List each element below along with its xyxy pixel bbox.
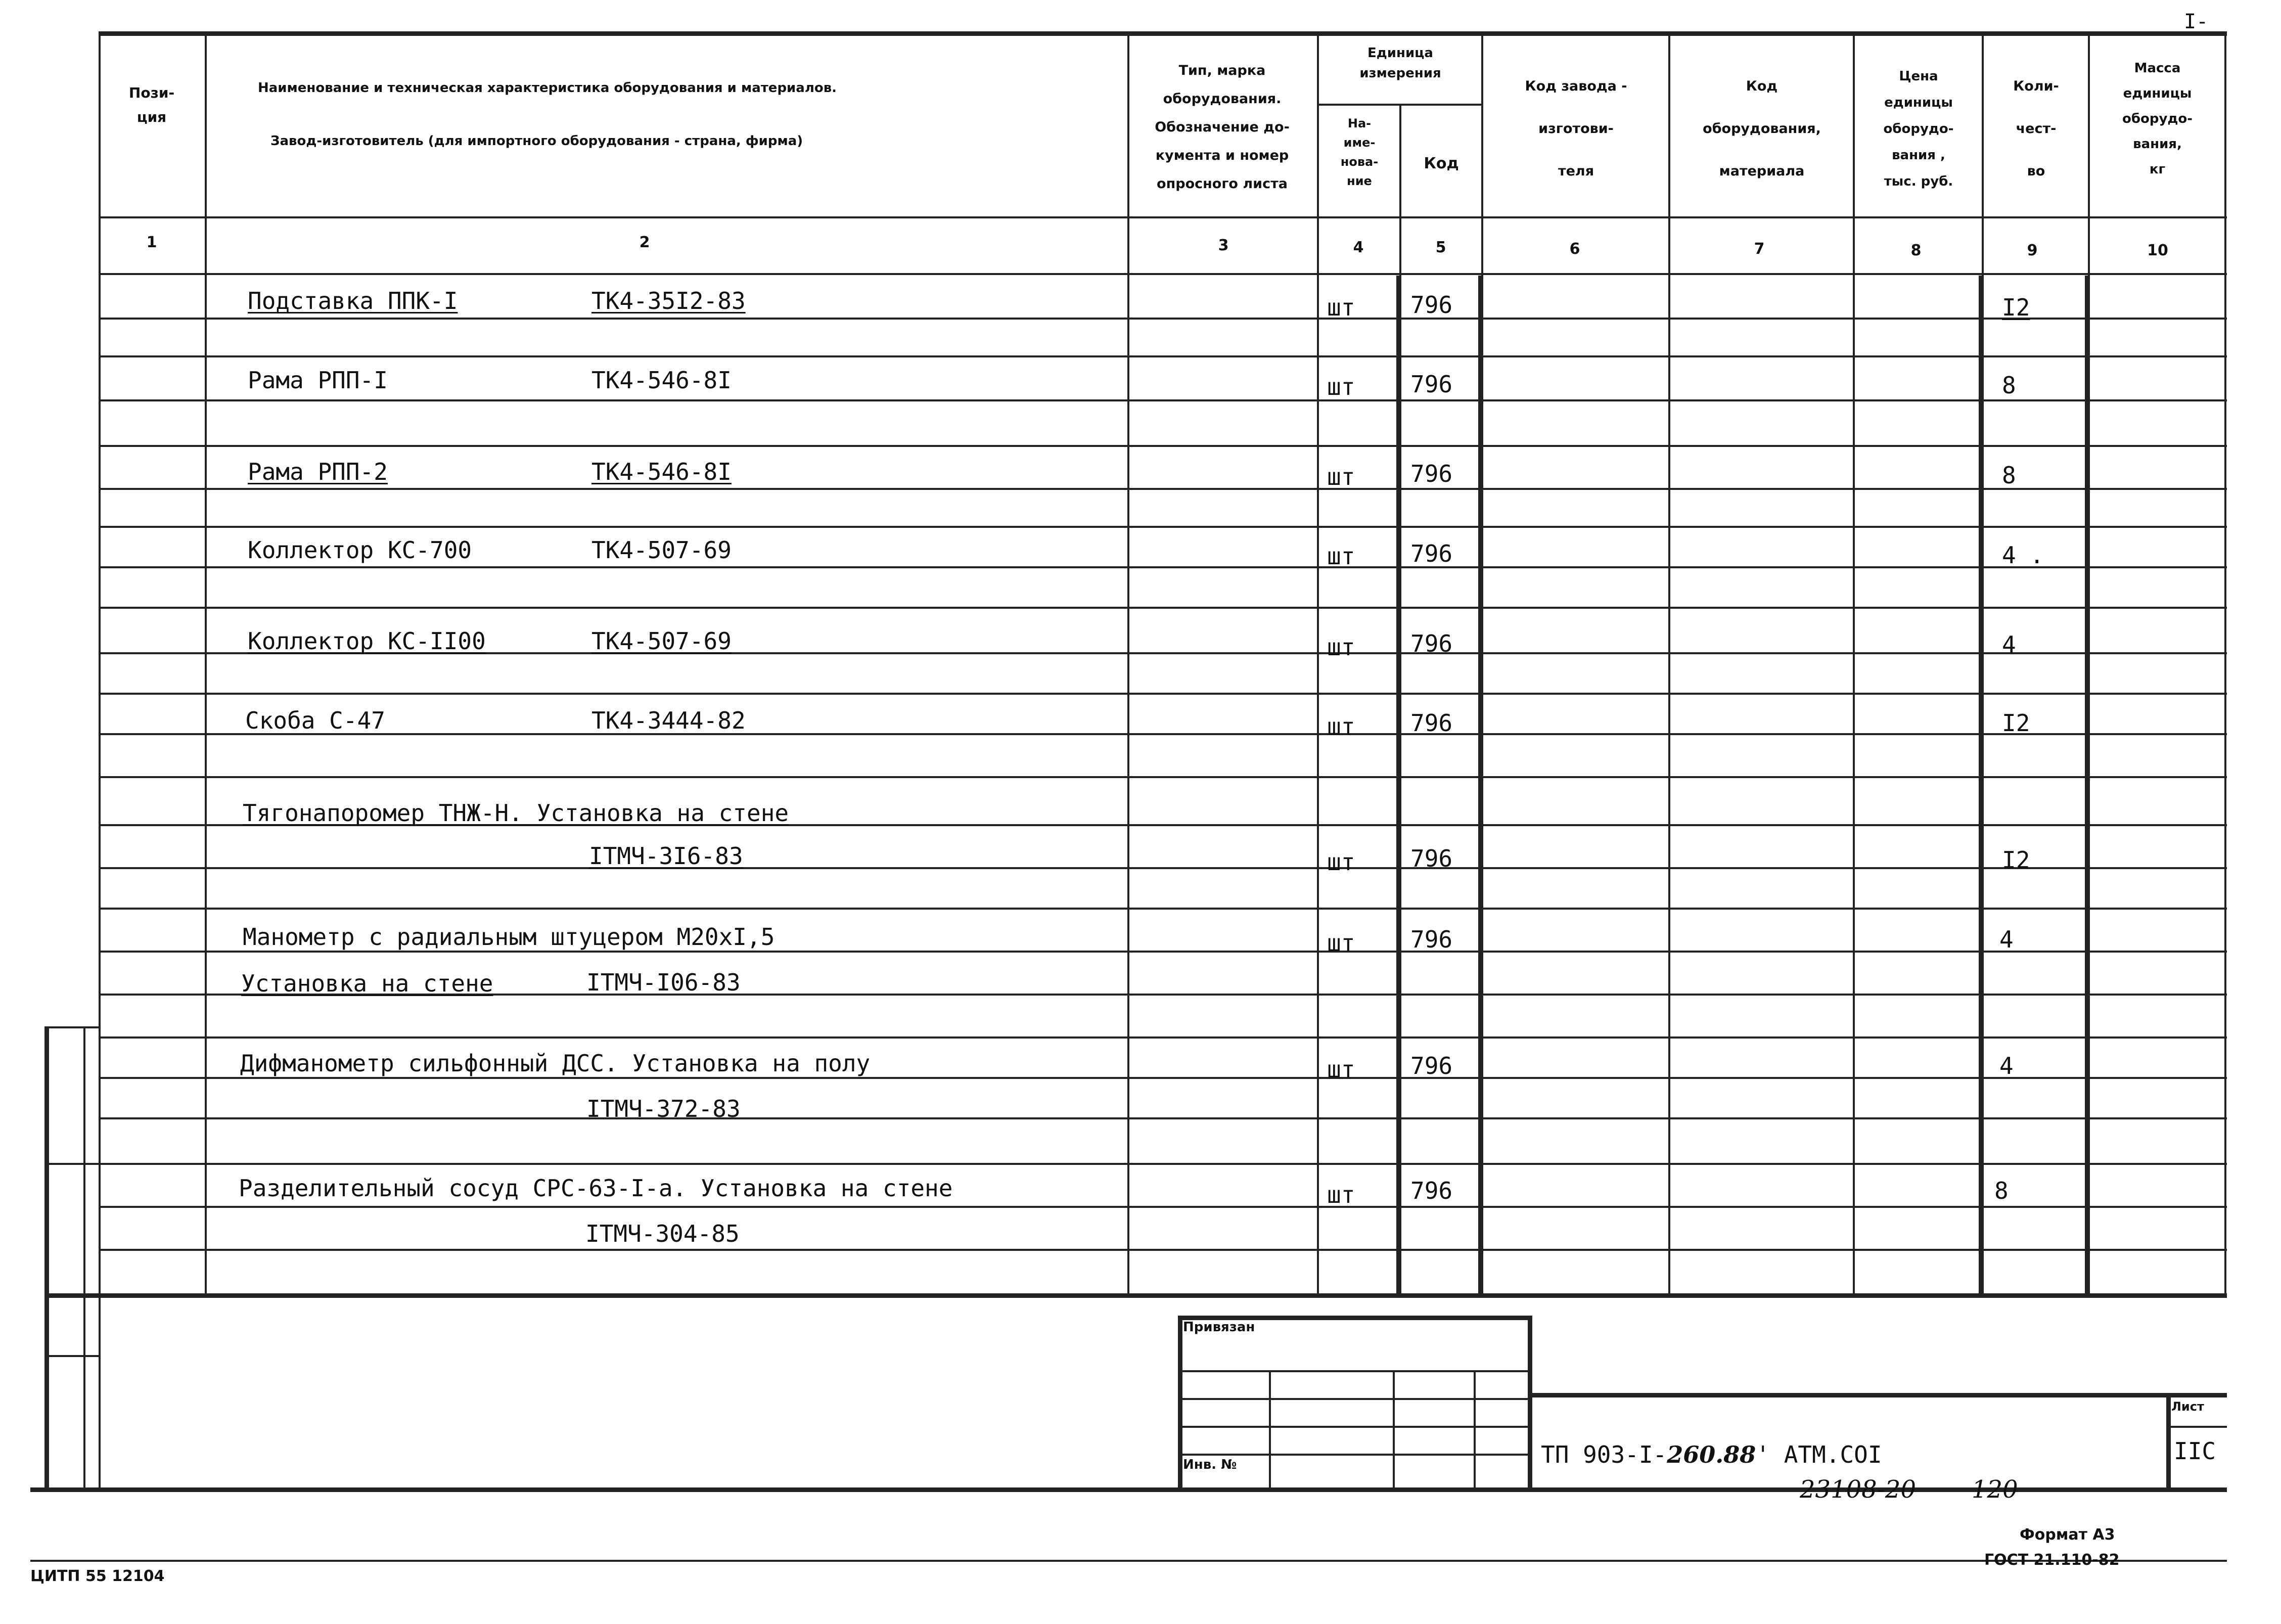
row-line bbox=[99, 867, 2227, 869]
row-line bbox=[99, 1163, 2227, 1165]
stamp-line bbox=[1474, 1370, 1476, 1487]
row-6-name: Скоба С-47 bbox=[245, 707, 385, 734]
row-line bbox=[99, 399, 2227, 401]
row-7-doc: IТМЧ-3I6-83 bbox=[589, 842, 743, 870]
row-6-qty: I2 bbox=[2002, 709, 2030, 737]
row-line bbox=[99, 1249, 2227, 1251]
row-1-qty: I2 bbox=[2002, 294, 2030, 321]
col-number: 5 bbox=[1435, 239, 1446, 256]
strip-line bbox=[83, 1026, 85, 1492]
doc-code-suffix: ' АТМ.СОI bbox=[1756, 1441, 1882, 1468]
row-4-code: 796 bbox=[1410, 540, 1453, 567]
row-line bbox=[99, 1117, 2227, 1119]
col-line bbox=[1668, 31, 1670, 1293]
col-number: 4 bbox=[1353, 239, 1364, 256]
strip-line bbox=[44, 1026, 100, 1028]
row-10-name: Разделительный сосуд СРС-63-I-а. Установка на стене bbox=[239, 1175, 953, 1202]
row-line bbox=[99, 445, 2227, 447]
header-name-line2: Завод-изготовитель (для импортного оборудования - страна, фирма) bbox=[270, 133, 803, 149]
stamp-line bbox=[2166, 1393, 2171, 1487]
header-equipment-code: Код оборудования, материала bbox=[1703, 78, 1821, 179]
stamp-line bbox=[1269, 1370, 1271, 1487]
row-line bbox=[99, 1206, 2227, 1208]
col-number: 3 bbox=[1218, 237, 1229, 254]
row-10-unit: шт bbox=[1327, 1181, 1355, 1208]
colnum-bottom-line bbox=[99, 273, 2227, 275]
row-8-name: Манометр с радиальным штуцером М20хI,5 bbox=[243, 923, 775, 951]
strip-line bbox=[44, 1026, 49, 1492]
row-2-qty: 8 bbox=[2002, 372, 2016, 399]
doc-code-hand: 260.88 bbox=[1667, 1441, 1756, 1468]
stamp-line bbox=[1528, 1393, 2227, 1397]
header-mass: Масса единицы оборудо- вания, кг bbox=[2122, 61, 2193, 177]
row-2-name: Рама РПП-I bbox=[248, 367, 388, 394]
footer-gost: ГОСТ 21.110-82 bbox=[1984, 1551, 2120, 1569]
row-9-doc: IТМЧ-372-83 bbox=[586, 1095, 741, 1122]
row-6-doc: ТК4-3444-82 bbox=[591, 707, 746, 734]
corner-mark: I- bbox=[2184, 10, 2209, 33]
header-price: Цена единицы оборудо- вания , тыс. руб. bbox=[1883, 69, 1954, 189]
stamp-line bbox=[1528, 1316, 1532, 1487]
row-4-doc: ТК4-507-69 bbox=[591, 536, 732, 564]
row-9-unit: шт bbox=[1327, 1056, 1355, 1083]
stamp-line bbox=[1178, 1370, 1532, 1372]
doc-code bbox=[1541, 1442, 1882, 1467]
doc-code-prefix: ТП 903-I- bbox=[1541, 1441, 1667, 1468]
row-4-qty: 4 . bbox=[2002, 542, 2044, 569]
row-1-unit: шт bbox=[1327, 294, 1355, 321]
row-3-name: Рама РПП-2 bbox=[248, 458, 388, 485]
row-10-doc: IТМЧ-304-85 bbox=[585, 1220, 740, 1247]
row-5-doc: ТК4-507-69 bbox=[591, 627, 732, 655]
col-number: 6 bbox=[1569, 240, 1580, 258]
row-2-unit: шт bbox=[1327, 373, 1355, 400]
header-unit-code: Код bbox=[1424, 155, 1459, 172]
row-6-code: 796 bbox=[1410, 709, 1453, 737]
col-number: 2 bbox=[639, 234, 650, 251]
row-9-name: Дифманометр сильфонный ДСС. Установка на полу bbox=[240, 1050, 871, 1077]
row-7-name: Тягонапоромер ТНЖ-Н. Установка на стене bbox=[243, 799, 789, 827]
col-line bbox=[99, 31, 101, 1487]
row-line bbox=[99, 488, 2227, 490]
col-number: 8 bbox=[1910, 242, 1922, 259]
row-1-doc: ТК4-35I2-83 bbox=[591, 287, 746, 314]
header-type: Тип, марка оборудования. Обозначение до- кумента и номер опросного листа bbox=[1155, 63, 1290, 192]
strip-line bbox=[44, 1163, 100, 1165]
header-unit-name: На- име- нова- ние bbox=[1340, 116, 1379, 188]
row-6-unit: шт bbox=[1327, 713, 1355, 740]
row-3-unit: шт bbox=[1327, 463, 1355, 490]
row-line bbox=[99, 566, 2227, 568]
row-7-qty: I2 bbox=[2002, 846, 2030, 874]
code-frame-right bbox=[1478, 276, 1483, 1293]
strip-line bbox=[44, 1355, 100, 1357]
stamp-line bbox=[2166, 1426, 2227, 1428]
row-line bbox=[99, 733, 2227, 735]
header-quantity: Коли- чест- во bbox=[2013, 78, 2059, 179]
stamp-line bbox=[1178, 1398, 1532, 1400]
col-number: 1 bbox=[146, 234, 157, 251]
row-5-unit: шт bbox=[1327, 634, 1355, 661]
col-line bbox=[205, 31, 207, 1293]
stamp-line bbox=[1393, 1370, 1395, 1487]
header-bottom-line bbox=[99, 216, 2227, 218]
stamp-inv-no: Инв. № bbox=[1183, 1457, 1237, 1472]
row-8-doc: IТМЧ-I06-83 bbox=[586, 969, 741, 996]
row-2-code: 796 bbox=[1410, 371, 1453, 398]
stamp-line bbox=[1178, 1454, 1532, 1456]
footer-left-code: ЦИТП 55 12104 bbox=[30, 1567, 165, 1585]
row-line bbox=[99, 776, 2227, 778]
row-5-code: 796 bbox=[1410, 630, 1453, 657]
table-top-border bbox=[99, 31, 2227, 36]
footer-format: Формат А3 bbox=[2020, 1526, 2115, 1544]
row-8-qty: 4 bbox=[1999, 926, 2014, 953]
row-line bbox=[99, 1077, 2227, 1079]
header-name-line1: Наименование и техническая характеристика оборудования и материалов. bbox=[258, 80, 837, 96]
hand-number: 23108-20 bbox=[1800, 1475, 1916, 1504]
header-position: Пози- ция bbox=[128, 84, 175, 125]
qty-frame-left bbox=[1979, 276, 1983, 1293]
table-bottom-border bbox=[45, 1293, 2227, 1298]
stamp-list-value: IIС bbox=[2174, 1437, 2216, 1465]
col-line bbox=[2224, 31, 2226, 1293]
stamp-line bbox=[1178, 1316, 1182, 1487]
col-line bbox=[1853, 31, 1855, 1293]
qty-frame-right bbox=[2085, 276, 2089, 1293]
stamp-list-label: Лист bbox=[2171, 1400, 2204, 1414]
col-number: 9 bbox=[2027, 242, 2038, 259]
col-line bbox=[1127, 31, 1129, 1293]
row-7-code: 796 bbox=[1410, 845, 1453, 872]
row-3-doc: ТК4-546-8I bbox=[591, 458, 732, 485]
row-5-qty: 4 bbox=[2002, 631, 2016, 658]
footer-line bbox=[30, 1560, 2227, 1562]
code-frame-left bbox=[1396, 276, 1401, 1293]
col-line bbox=[1317, 31, 1319, 1293]
row-3-qty: 8 bbox=[2002, 462, 2016, 489]
stamp-line bbox=[1178, 1426, 1532, 1428]
row-line bbox=[99, 318, 2227, 320]
stamp-privyazan: Привязан bbox=[1183, 1320, 1255, 1335]
hand-number-2: 120 bbox=[1972, 1475, 2018, 1504]
row-line bbox=[99, 693, 2227, 695]
row-9-code: 796 bbox=[1410, 1052, 1453, 1079]
row-line bbox=[99, 1036, 2227, 1039]
row-1-code: 796 bbox=[1410, 291, 1453, 319]
col-number: 10 bbox=[2147, 242, 2168, 259]
header-unit-group: Единица измерения bbox=[1359, 46, 1441, 81]
row-3-code: 796 bbox=[1410, 460, 1453, 487]
row-line bbox=[99, 908, 2227, 910]
row-1-name: Подставка ППК-I bbox=[248, 287, 458, 314]
row-10-qty: 8 bbox=[1994, 1177, 2009, 1204]
row-7-unit: шт bbox=[1327, 848, 1355, 876]
header-maker-code: Код завода - изготови- теля bbox=[1525, 78, 1627, 179]
row-10-code: 796 bbox=[1410, 1177, 1453, 1204]
row-8-name2: Установка на стене bbox=[241, 970, 493, 997]
row-5-name: Коллектор КС-II00 bbox=[248, 627, 486, 655]
row-9-qty: 4 bbox=[1999, 1052, 2014, 1079]
row-line bbox=[99, 526, 2227, 528]
row-line bbox=[99, 951, 2227, 953]
row-8-code: 796 bbox=[1410, 926, 1453, 953]
row-4-unit: шт bbox=[1327, 543, 1355, 570]
row-4-name: Коллектор КС-700 bbox=[248, 536, 472, 564]
row-line bbox=[99, 607, 2227, 609]
col-number: 7 bbox=[1754, 240, 1765, 258]
row-2-doc: ТК4-546-8I bbox=[591, 367, 732, 394]
row-line bbox=[99, 355, 2227, 357]
row-8-unit: шт bbox=[1327, 929, 1355, 957]
